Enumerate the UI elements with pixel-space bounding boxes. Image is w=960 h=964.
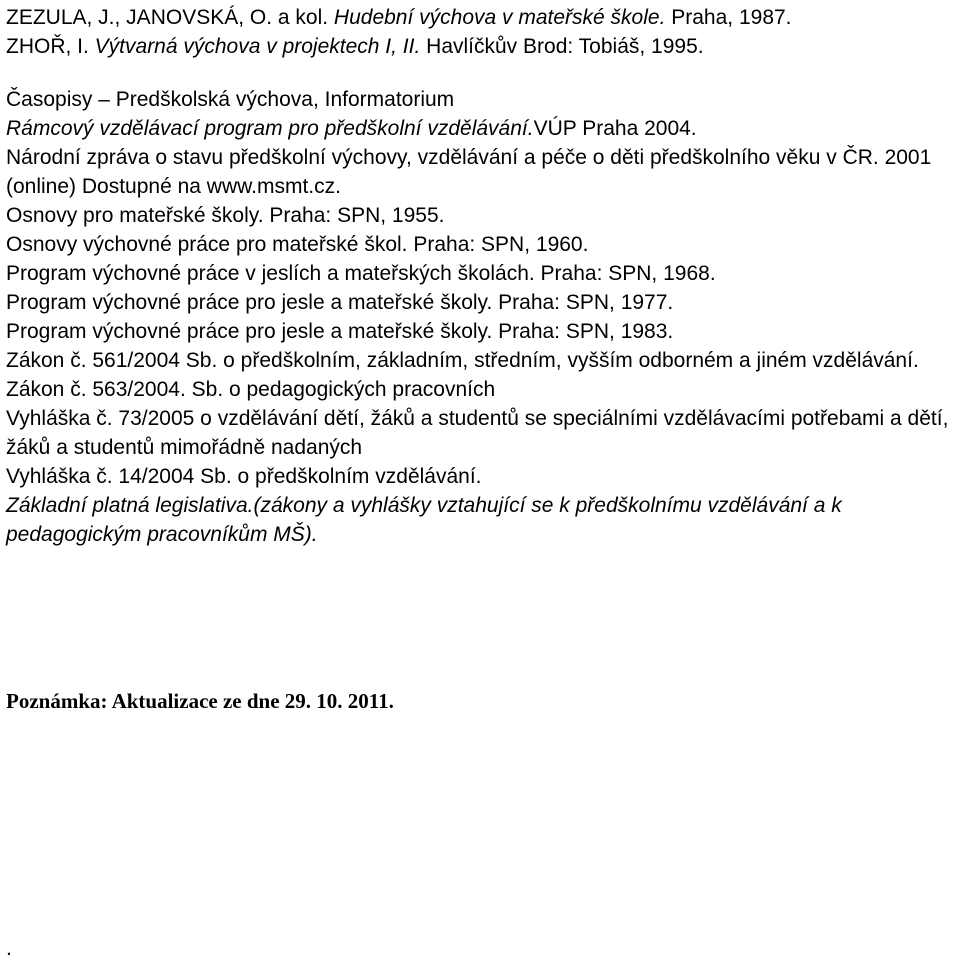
reference-vyhlaska-14: Vyhláška č. 14/2004 Sb. o předškolním vzdělávání.: [6, 465, 482, 488]
reference-zakon-561: Zákon č. 561/2004 Sb. o předškolním, základním, středním, vyšším odborném a jiném vzdělávání.: [6, 349, 919, 372]
reference-osnovy-1955: Osnovy pro mateřské školy. Praha: SPN, 1955.: [6, 204, 445, 227]
reference-program-1983: Program výchovné práce pro jesle a mateřské školy. Praha: SPN, 1983.: [6, 320, 674, 343]
reference-program-1968: Program výchovné práce v jeslích a mateřských školách. Praha: SPN, 1968.: [6, 262, 716, 285]
spacer: [6, 61, 951, 85]
reference-zakon-563: Zákon č. 563/2004. Sb. o pedagogických pracovních: [6, 378, 496, 401]
trailing-dot: .: [6, 937, 12, 960]
reference-osnovy-1960: Osnovy výchovné práce pro mateřské škol. Praha: SPN, 1960.: [6, 233, 589, 256]
update-note: Poznámka: Aktualizace ze dne 29. 10. 2011.: [6, 689, 394, 713]
reference-title: Hudební výchova v mateřské škole.: [333, 6, 666, 29]
reference-vyhlaska-73: Vyhláška č. 73/2005 o vzdělávání dětí, žáků a studentů se speciálními vzdělávacími potřebami a dětí, žáků a studentů mimořádně nadaných: [6, 407, 949, 459]
reference-title: Výtvarná výchova v projektech I, II.: [94, 35, 421, 58]
reference-authors: ZHOŘ, I.: [6, 35, 95, 58]
reference-casopisy: Časopisy – Predškolská výchova, Informatorium: [6, 88, 455, 111]
reference-publication: Praha, 1987.: [665, 6, 792, 29]
reference-authors: ZEZULA, J., JANOVSKÁ, O. a kol.: [6, 6, 334, 29]
reference-zakladni-legislativa: Základní platná legislativa.(zákony a vyhlášky vztahující se k předškolnímu vzdělávání a k pedagogickým pracovníkům MŠ).: [6, 494, 842, 546]
reference-title: Rámcový vzdělávací program pro předškolní vzdělávání.: [6, 117, 534, 140]
reference-zhor: [6, 32, 951, 61]
reference-rvp: [6, 114, 951, 143]
reference-program-1977: Program výchovné práce pro jesle a mateřské školy. Praha: SPN, 1977.: [6, 291, 674, 314]
reference-publication: VÚP Praha 2004.: [533, 117, 697, 140]
reference-narodni-zprava: Národní zpráva o stavu předškolní výchovy, vzdělávání a péče o děti předškolního věku v ČR. 2001 (online) Dostupné na www.msmt.cz.: [6, 146, 932, 198]
reference-publication: Havlíčkův Brod: Tobiáš, 1995.: [420, 35, 704, 58]
reference-list: [6, 3, 951, 549]
reference-zezula: [6, 3, 951, 32]
